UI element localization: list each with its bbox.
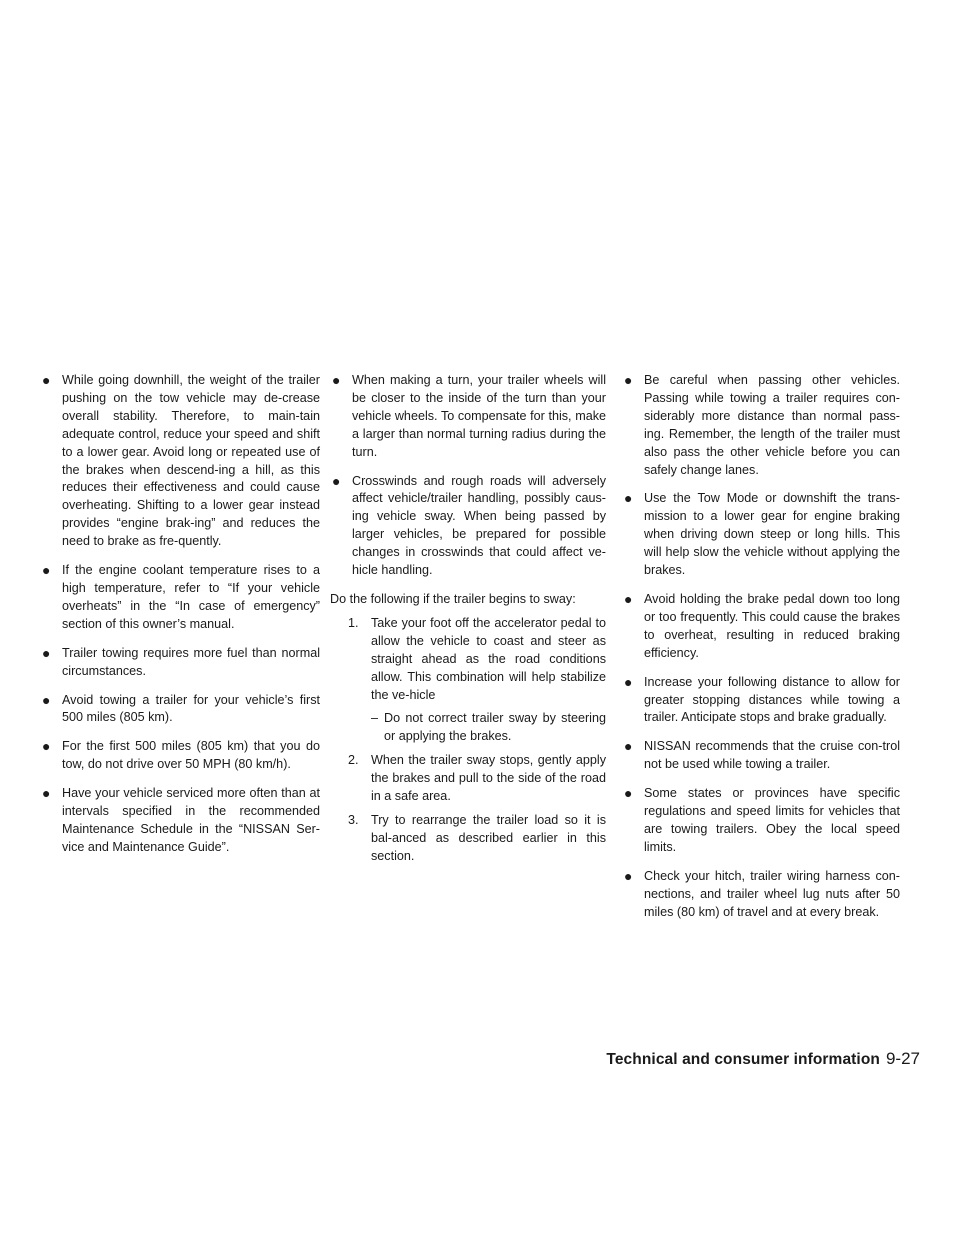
column-right [622, 372, 900, 932]
bullet-item [622, 372, 900, 479]
step-number: 1. [348, 615, 359, 630]
bullet-text: For the first 500 miles (805 km) that you do tow, do not drive over 50 MPH (80 km/h). [62, 739, 320, 772]
bullet-text: Avoid towing a trailer for your vehicle’s first 500 miles (805 km). [62, 692, 320, 725]
bullet-item [622, 490, 900, 580]
column-left [40, 372, 320, 868]
bullet-icon: ● [624, 785, 633, 802]
bullet-icon: ● [42, 562, 51, 579]
sway-intro: Do the following if the trailer begins to sway: [330, 591, 576, 606]
bullet-text: Avoid holding the brake pedal down too long or too frequently. This could cause the brakes to overheat, resulting in reduced braking efficiency. [644, 591, 900, 660]
bullet-text: Some states or provinces have specific regulations and speed limits for vehicles that are towing trailers. Obey the local speed limits. [644, 786, 900, 854]
step-item [330, 812, 606, 866]
bullet-icon: ● [42, 644, 51, 661]
bullet-icon: ● [624, 673, 633, 690]
sub-item [330, 710, 606, 746]
bullet-icon: ● [332, 372, 341, 388]
dash-icon: – [371, 711, 379, 726]
bullet-item [330, 372, 606, 462]
bullet-icon: ● [624, 867, 633, 884]
step-item [330, 615, 606, 705]
bullet-text: Increase your following distance to allow for greater stopping distances while towing a trailer. Anticipate stops and brake gradually. [644, 674, 900, 725]
step-number: 3. [348, 812, 359, 827]
bullet-item [622, 785, 900, 857]
bullet-icon: ● [42, 785, 51, 802]
bullet-icon: ● [332, 472, 341, 489]
section-title: Technical and consumer information [606, 1051, 880, 1068]
bullet-item [330, 473, 606, 580]
page-number: 9-27 [885, 1049, 920, 1068]
bullet-text: Trailer towing requires more fuel than normal circumstances. [62, 645, 320, 678]
bullet-item [622, 868, 900, 922]
bullet-item [40, 785, 320, 857]
bullet-icon: ● [624, 372, 633, 388]
bullet-icon: ● [42, 372, 51, 388]
bullet-item [622, 674, 900, 728]
bullet-icon: ● [624, 590, 633, 607]
bullet-text: Crosswinds and rough roads will adversely affect vehicle/trailer handling, possibly caus-ing vehicle sway. When being passed by larger vehicles, be prepared for possible changes in crosswinds that could affect ve-hicle handling. [352, 473, 606, 578]
sub-text: Do not correct trailer sway by steering or applying the brakes. [384, 711, 606, 744]
page-footer [590, 1049, 920, 1069]
bullet-text: While going downhill, the weight of the trailer pushing on the tow vehicle may de-crease overall stability. Therefore, to main-tain adequate control, reduce your speed and shift to a lower gear. Avoid long or repeated use of the brakes when descend-ing a hill, as this reduces their effectiveness and could cause overheating. Shifting to a lower gear instead provides “engine brak-ing” and reduces the need to brake as fre-quently. [62, 373, 320, 549]
column-middle [330, 372, 606, 872]
step-text: When the trailer sway stops, gently apply the brakes and pull to the side of the road in a safe area. [371, 753, 606, 804]
bullet-text: Use the Tow Mode or downshift the trans-mission to a lower gear for engine braking when driving down steep or long hills. This will help slow the vehicle without applying the brakes. [644, 491, 900, 578]
bullet-icon: ● [624, 490, 633, 507]
step-text: Take your foot off the accelerator pedal to allow the vehicle to coast and steer as straight ahead as the road conditions allow. This combination will help stabilize the ve-hicle [371, 615, 606, 702]
bullet-icon: ● [624, 738, 633, 755]
bullet-item [622, 738, 900, 774]
bullet-item [40, 738, 320, 774]
bullet-text: When making a turn, your trailer wheels will be closer to the inside of the turn than your vehicle wheels. To compensate for this, make a larger than normal turning radius during the turn. [352, 373, 606, 459]
bullet-item [40, 562, 320, 634]
bullet-icon: ● [42, 691, 51, 708]
bullet-icon: ● [42, 738, 51, 755]
bullet-text: Have your vehicle serviced more often than at intervals specified in the recommended Maintenance Schedule in the “NISSAN Ser-vice and Maintenance Guide”. [62, 786, 320, 854]
bullet-item [40, 372, 320, 551]
bullet-text: NISSAN recommends that the cruise con-trol not be used while towing a trailer. [644, 739, 900, 772]
step-text: Try to rearrange the trailer load so it is bal-anced as described earlier in this section. [371, 812, 606, 863]
bullet-text: Check your hitch, trailer wiring harness con-nections, and trailer wheel lug nuts after 50 miles (80 km) of travel and at every break. [644, 868, 900, 919]
bullet-item [622, 591, 900, 663]
bullet-item [40, 692, 320, 728]
bullet-text: Be careful when passing other vehicles. Passing while towing a trailer requires con-siderably more distance than normal pass-ing. Remember, the length of the trailer must also pass the other vehicle before you can safely change lanes. [644, 373, 900, 477]
bullet-text: If the engine coolant temperature rises to a high temperature, refer to “If your vehicle overheats” in the “In case of emergency” section of this owner’s manual. [62, 563, 320, 631]
step-number: 2. [348, 753, 359, 768]
step-item [330, 752, 606, 806]
bullet-item [40, 645, 320, 681]
